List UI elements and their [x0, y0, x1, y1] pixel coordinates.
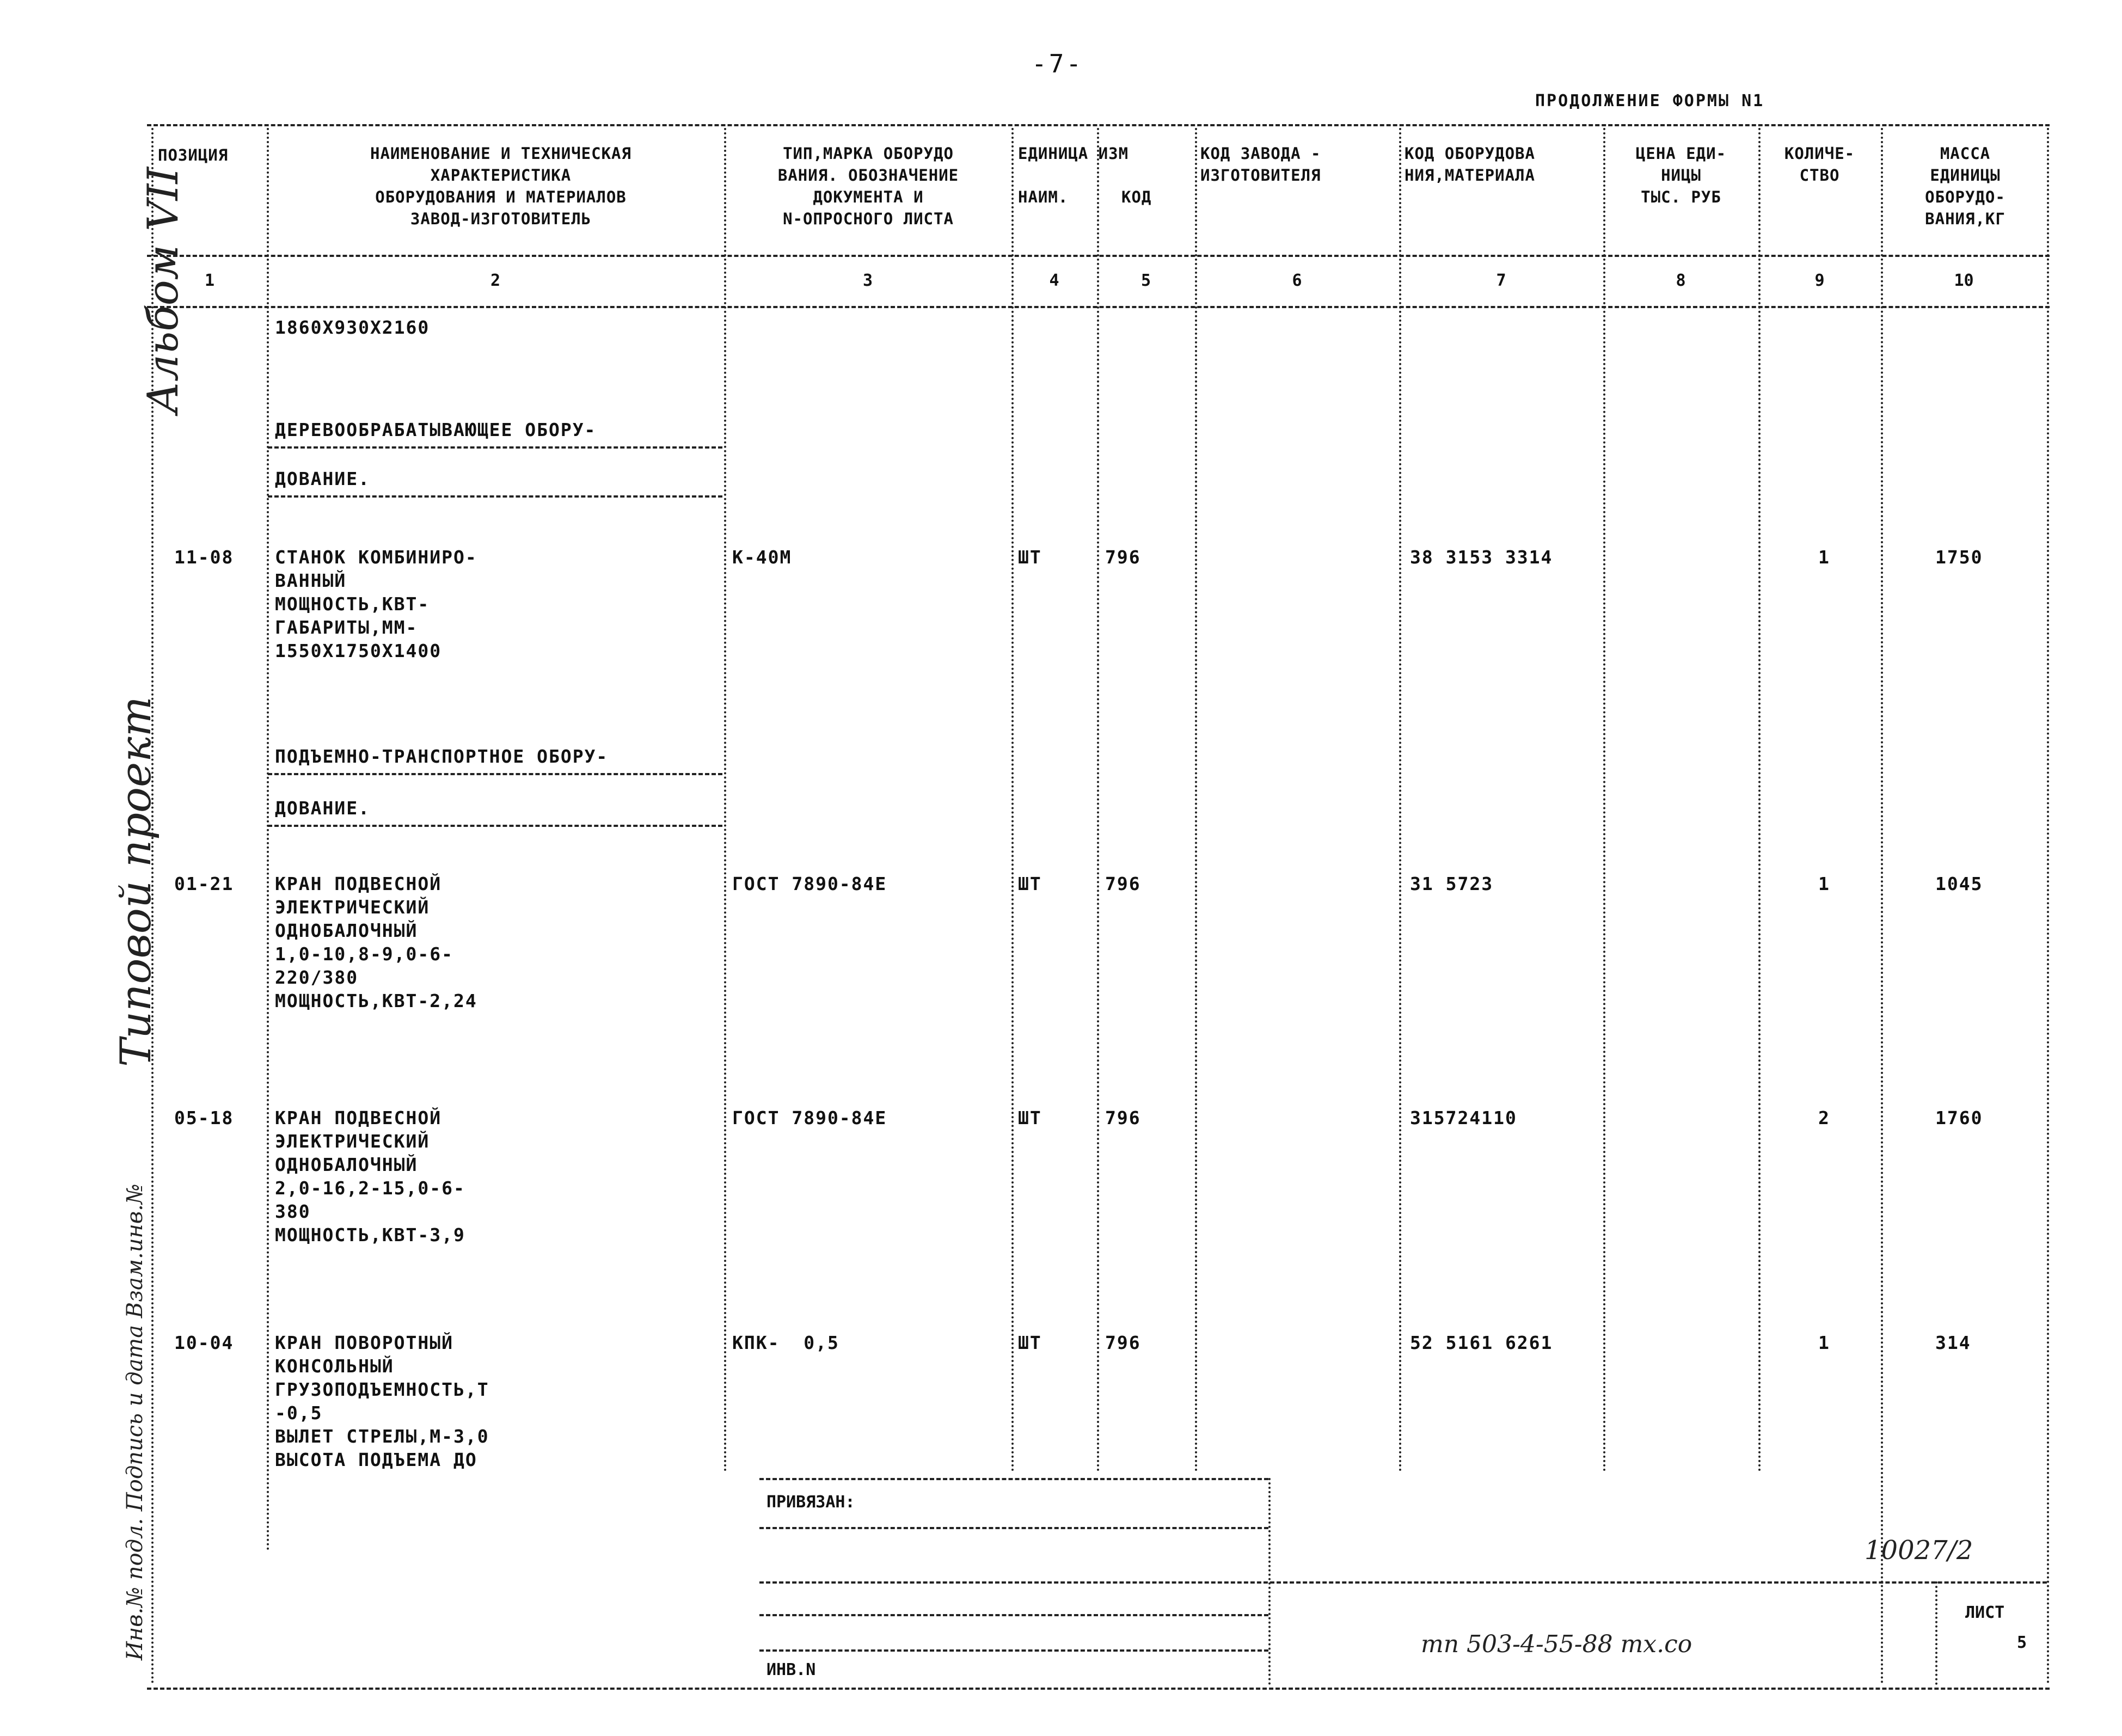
- row-type: КПК- 0,5: [732, 1332, 839, 1353]
- form-caption: ПРОДОЛЖЕНИЕ ФОРМЫ N1: [1535, 91, 1765, 111]
- column-number: 10: [1954, 271, 1974, 290]
- column-separator: [151, 128, 154, 1685]
- sheet-number: 5: [2017, 1633, 2027, 1652]
- header-quantity: КОЛИЧЕ- СТВО: [1784, 144, 1855, 185]
- header-position: ПОЗИЦИЯ: [158, 146, 229, 164]
- column-number: 2: [490, 271, 501, 290]
- row-name: КРАН ПОДВЕСНОЙ ЭЛЕКТРИЧЕСКИЙ ОДНОБАЛОЧНЫЙ 1,0-10,8-9,0-6- 220/380 МОЩНОСТЬ,КВТ-2,24: [275, 873, 477, 1011]
- row-position: 10-04: [174, 1332, 234, 1353]
- stamp-rule: [759, 1478, 1268, 1480]
- signature-block-label: Инв.№ подл. Подпись и дата Взам.инв.№: [122, 1183, 148, 1660]
- sheet-label: ЛИСТ: [1965, 1603, 2005, 1622]
- section-heading: ДОВАНИЕ.: [275, 468, 370, 489]
- column-number: 9: [1814, 271, 1825, 290]
- row-quantity: 1: [1818, 1332, 1830, 1353]
- row-quantity: 2: [1818, 1107, 1830, 1128]
- section-heading: ДЕРЕВООБРАБАТЫВАЮЩЕЕ ОБОРУ-: [275, 419, 597, 440]
- stamp-rule: [759, 1581, 2047, 1584]
- row-equipment-code: 315724110: [1410, 1107, 1517, 1128]
- row-unit-code: 796: [1105, 1332, 1141, 1353]
- row-quantity: 1: [1818, 547, 1830, 568]
- header-unit: ЕДИНИЦА ИЗМ: [1018, 144, 1129, 163]
- row-mass: 1760: [1935, 1107, 1983, 1128]
- row-unit-code: 796: [1105, 547, 1141, 568]
- stamp-rule: [759, 1527, 1268, 1529]
- header-unit-name: НАИМ.: [1018, 188, 1069, 206]
- table-top-rule: [147, 124, 2050, 126]
- bound-label: ПРИВЯЗАН:: [766, 1493, 855, 1512]
- row-position: 05-18: [174, 1107, 234, 1128]
- project-label: Типовой проект: [112, 696, 161, 1067]
- handwritten-number: 10027/2: [1865, 1535, 1973, 1566]
- header-unit-price: ЦЕНА ЕДИ- НИЦЫ ТЫС. РУБ: [1635, 144, 1727, 206]
- row-unit-code: 796: [1105, 1107, 1141, 1128]
- column-separator: [1011, 128, 1014, 1473]
- row-unit: ШТ: [1018, 1107, 1042, 1128]
- header-equipment-code: КОД ОБОРУДОВА НИЯ,МАТЕРИАЛА: [1405, 144, 1535, 185]
- section-heading: ДОВАНИЕ.: [275, 798, 370, 819]
- column-number: 3: [862, 271, 873, 290]
- document-code: тп 503-4-55-88 тх.со: [1421, 1630, 1692, 1658]
- row-type: ГОСТ 7890-84Е: [732, 873, 887, 894]
- row-equipment-code: 38 3153 3314: [1410, 547, 1553, 568]
- column-separator: [267, 128, 269, 1551]
- column-separator: [2047, 128, 2049, 1685]
- stamp-separator: [1935, 1581, 1937, 1685]
- column-number: 6: [1292, 271, 1302, 290]
- row-quantity: 1: [1818, 873, 1830, 894]
- stamp-rule: [759, 1649, 1268, 1652]
- row-position: 11-08: [174, 547, 234, 568]
- stamp-separator: [1268, 1478, 1271, 1685]
- column-number: 5: [1140, 271, 1151, 290]
- column-separator: [1195, 128, 1197, 1473]
- inventory-label: ИНВ.N: [766, 1660, 816, 1679]
- column-separator: [724, 128, 726, 1473]
- column-separator: [1097, 128, 1099, 1473]
- column-separator: [1603, 128, 1605, 1473]
- column-separator: [1881, 128, 1883, 1685]
- row-type: ГОСТ 7890-84Е: [732, 1107, 887, 1128]
- section-rule: [268, 446, 722, 449]
- row-name: СТАНОК КОМБИНИРО- ВАННЫЙ МОЩНОСТЬ,КВТ- ГАБАРИТЫ,ММ- 1550X1750X1400: [275, 547, 477, 661]
- row-position: 01-21: [174, 873, 234, 894]
- row-unit: ШТ: [1018, 1332, 1042, 1353]
- row-type: К-40М: [732, 547, 792, 568]
- row-unit-code: 796: [1105, 873, 1141, 894]
- row-mass: 1045: [1935, 873, 1983, 894]
- row-mass: 314: [1935, 1332, 1971, 1353]
- column-number: 7: [1496, 271, 1506, 290]
- section-rule: [268, 825, 722, 827]
- section-heading: ПОДЪЕМНО-ТРАНСПОРТНОЕ ОБОРУ-: [275, 746, 609, 767]
- column-separator: [1399, 128, 1401, 1473]
- header-name: НАИМЕНОВАНИЕ И ТЕХНИЧЕСКАЯ ХАРАКТЕРИСТИКА ОБОРУДОВАНИЯ И МАТЕРИАЛОВ ЗАВОД-ИЗГОТОВИТЕЛЬ: [370, 144, 631, 228]
- section-rule: [268, 773, 722, 775]
- column-number: 1: [204, 271, 215, 290]
- header-plant-code: КОД ЗАВОДА - ИЗГОТОВИТЕЛЯ: [1200, 144, 1321, 185]
- row-equipment-code: 31 5723: [1410, 873, 1494, 894]
- column-number: 4: [1049, 271, 1059, 290]
- header-mass: МАССА ЕДИНИЦЫ ОБОРУДО- ВАНИЯ,КГ: [1925, 144, 2006, 228]
- page-number: -7-: [1032, 49, 1084, 78]
- section-rule: [268, 495, 722, 498]
- dimensions-line: 1860X930X2160: [275, 317, 430, 338]
- row-name: КРАН ПОДВЕСНОЙ ЭЛЕКТРИЧЕСКИЙ ОДНОБАЛОЧНЫЙ 2,0-16,2-15,0-6- 380 МОЩНОСТЬ,КВТ-3,9: [275, 1107, 465, 1246]
- album-label: Альбом VII: [139, 167, 188, 414]
- column-number: 8: [1676, 271, 1686, 290]
- table-bottom-rule: [147, 1688, 2050, 1690]
- stamp-rule: [759, 1614, 1268, 1616]
- row-name: КРАН ПОВОРОТНЫЙ КОНСОЛЬНЫЙ ГРУЗОПОДЪЕМНОСТЬ,Т -0,5 ВЫЛЕТ СТРЕЛЫ,М-3,0 ВЫСОТА ПОДЪЕМА ДО: [275, 1332, 489, 1470]
- header-unit-code: КОД: [1121, 188, 1152, 206]
- row-unit: ШТ: [1018, 873, 1042, 894]
- row-mass: 1750: [1935, 547, 1983, 568]
- row-equipment-code: 52 5161 6261: [1410, 1332, 1553, 1353]
- row-unit: ШТ: [1018, 547, 1042, 568]
- column-separator: [1758, 128, 1761, 1473]
- header-type: ТИП,МАРКА ОБОРУДО ВАНИЯ. ОБОЗНАЧЕНИЕ ДОКУМЕНТА И N-ОПРОСНОГО ЛИСТА: [777, 144, 959, 228]
